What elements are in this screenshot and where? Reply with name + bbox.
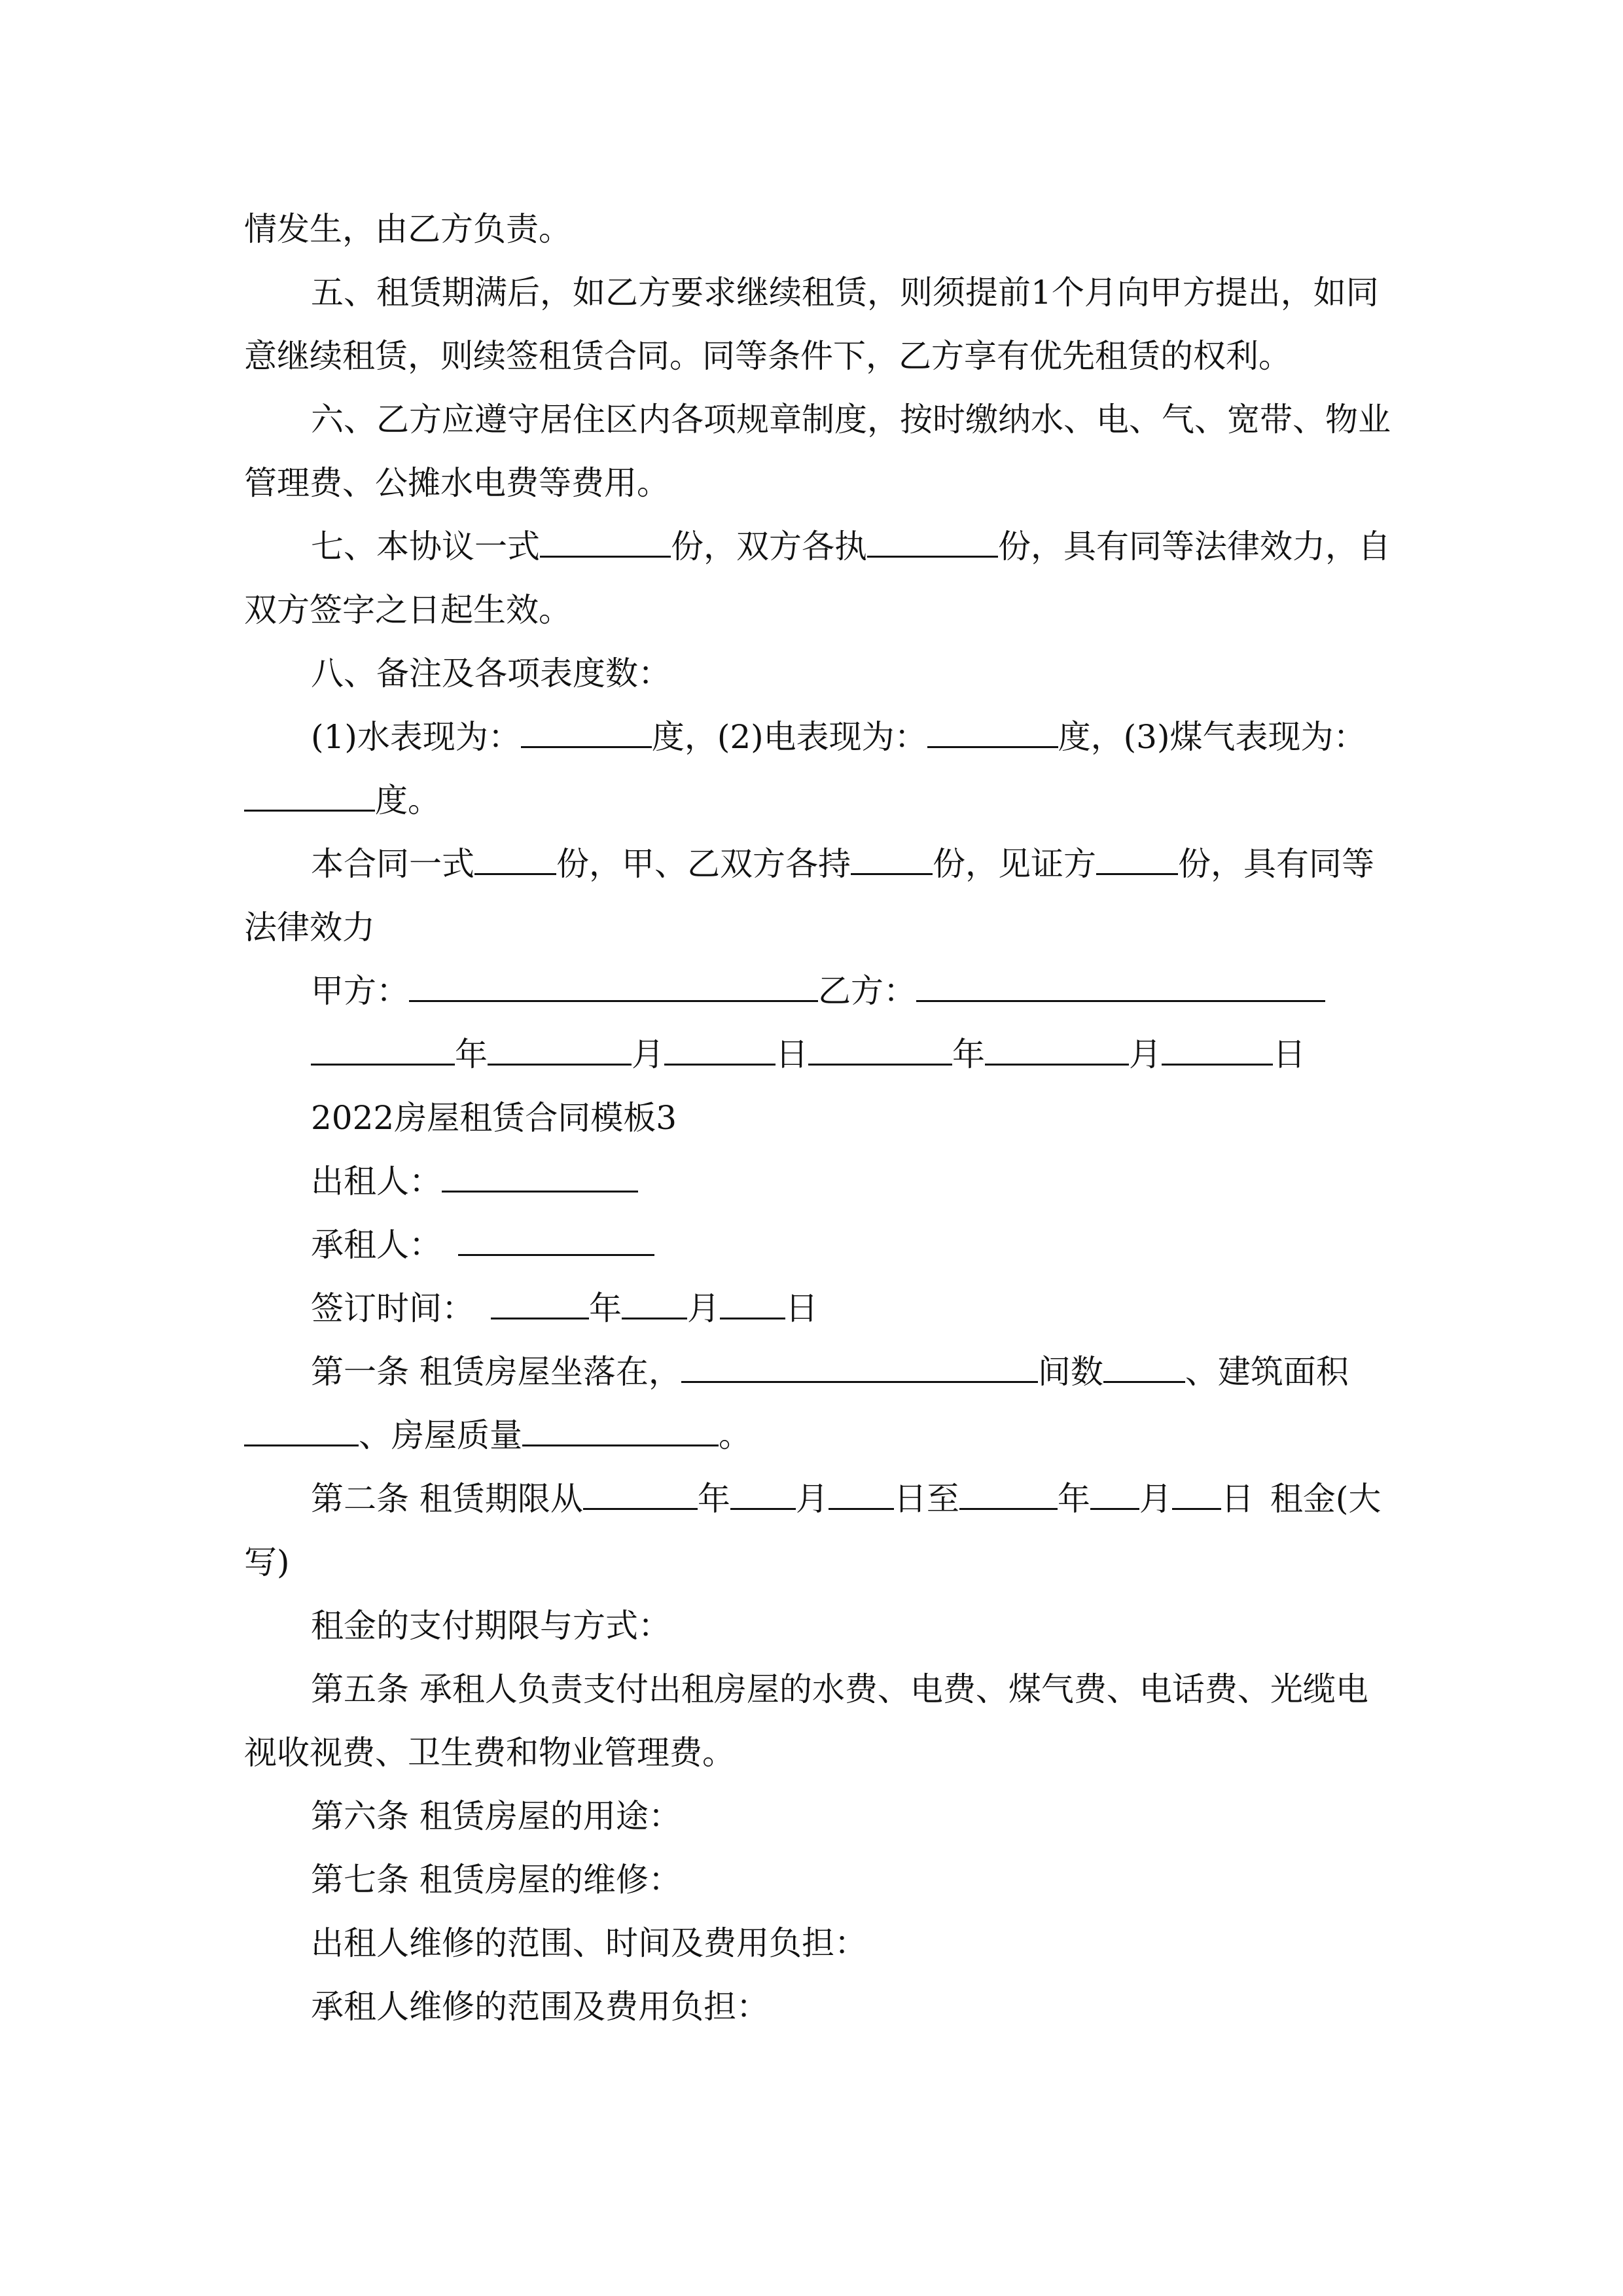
signing-time-line: 签订时间： 年 月 日 (311, 1277, 818, 1340)
section-title: 2022房屋租赁合同模板3 (311, 1099, 677, 1137)
meter-readings-line: (1)水表现为： 度，(2)电表现为： 度，(3)煤气表现为： (311, 706, 1366, 769)
blank-field[interactable] (985, 1027, 1129, 1066)
lessor-line: 出租人： (311, 1150, 638, 1213)
blank-field[interactable] (488, 1027, 632, 1066)
paragraph-line: 法律效力 (244, 908, 375, 946)
blank-field[interactable] (959, 1471, 1058, 1510)
blank-field[interactable] (867, 519, 998, 558)
blank-field[interactable] (664, 1027, 776, 1066)
party-b-signature-blank[interactable] (916, 963, 1325, 1002)
blank-field[interactable] (851, 836, 933, 875)
blank-field[interactable] (829, 1471, 894, 1510)
article-five-line: 第五条 承租人负责支付出租房屋的水费、电费、煤气费、电话费、光缆电 (311, 1670, 1368, 1708)
water-meter-blank[interactable] (521, 709, 652, 748)
clause-six-line: 六、乙方应遵守居住区内各项规章制度，按时缴纳水、电、气、宽带、物业 (311, 401, 1391, 439)
paragraph-line: 承租人维修的范围及费用负担： (311, 1988, 769, 2026)
clause-seven-line: 七、本协议一式 份，双方各执 份，具有同等法律效力，自 (311, 515, 1391, 579)
paragraph-line: 出租人维修的范围、时间及费用负担： (311, 1924, 867, 1962)
blank-field[interactable] (720, 1281, 785, 1319)
blank-field[interactable] (540, 519, 671, 558)
paragraph-line: 写) (244, 1543, 290, 1581)
lessor-blank[interactable] (442, 1154, 638, 1193)
quality-blank[interactable] (522, 1408, 719, 1446)
paragraph-line: 管理费、公摊水电费等费用。 (244, 464, 669, 502)
article-one-cont: 、房屋质量 。 (244, 1404, 751, 1467)
blank-field[interactable] (474, 836, 556, 875)
article-two-line: 第二条 租赁期限从 年 月 日至 年 月 日 租金(大 (311, 1467, 1381, 1531)
blank-field[interactable] (311, 1027, 455, 1066)
rooms-blank[interactable] (1103, 1344, 1185, 1383)
blank-field[interactable] (1096, 836, 1178, 875)
location-blank[interactable] (681, 1344, 1038, 1383)
signature-date-line: 年 月 日 年 月 日 (311, 1023, 1306, 1086)
blank-field[interactable] (491, 1281, 589, 1319)
lessee-blank[interactable] (458, 1217, 654, 1256)
paragraph-line: 情发生，由乙方负责。 (244, 210, 571, 248)
gas-meter-line: 度。 (244, 769, 440, 833)
blank-field[interactable] (1162, 1027, 1273, 1066)
paragraph-line: 意继续租赁，则续签租赁合同。同等条件下，乙方享有优先租赁的权利。 (244, 337, 1291, 375)
blank-field[interactable] (1090, 1471, 1139, 1510)
lessee-line: 承租人： (311, 1213, 654, 1277)
clause-five-line: 五、租赁期满后，如乙方要求继续租赁，则须提前 1 个月向甲方提出，如同 (311, 274, 1379, 312)
party-a-signature-blank[interactable] (409, 963, 818, 1002)
clause-eight-heading: 八、备注及各项表度数： (311, 655, 671, 692)
blank-field[interactable] (622, 1281, 687, 1319)
paragraph-line: 视收视费、卫生费和物业管理费。 (244, 1734, 735, 1772)
area-blank[interactable] (244, 1408, 359, 1446)
article-six-line: 第六条 租赁房屋的用途： (311, 1797, 681, 1835)
gas-meter-blank[interactable] (244, 773, 375, 812)
electric-meter-blank[interactable] (927, 709, 1058, 748)
paragraph-line: 租金的支付期限与方式： (311, 1607, 671, 1645)
blank-field[interactable] (808, 1027, 952, 1066)
article-seven-line: 第七条 租赁房屋的维修： (311, 1861, 681, 1899)
signature-line: 甲方： 乙方： (311, 960, 1325, 1023)
blank-field[interactable] (1172, 1471, 1221, 1510)
blank-field[interactable] (730, 1471, 796, 1510)
article-one-line: 第一条 租赁房屋坐落在， 间数 、建筑面积 (311, 1340, 1349, 1404)
blank-field[interactable] (583, 1471, 698, 1510)
contract-copies-line: 本合同一式 份，甲、乙双方各持 份，见证方 份，具有同等 (311, 833, 1374, 896)
paragraph-line: 双方签字之日起生效。 (244, 591, 571, 629)
